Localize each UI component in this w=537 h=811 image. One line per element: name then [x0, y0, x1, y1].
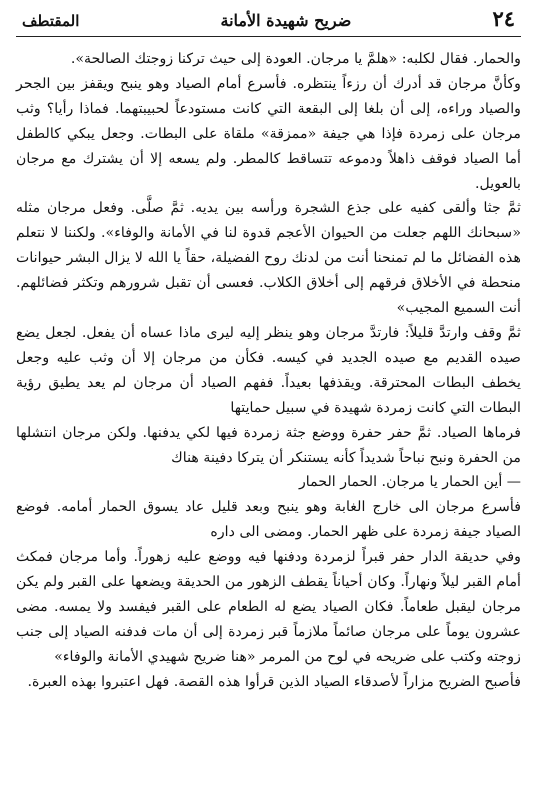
running-title: ضريح شهيدة الأمانة: [220, 11, 352, 30]
article-body: [16, 47, 521, 695]
paragraph-1: والحمار. فقال لكلبه: «هلمَّ يا مرجان. العودة إلى حيث تركنا زوجتك الصالحة».: [70, 51, 521, 67]
magazine-name: المقتطف: [22, 12, 80, 30]
paragraph-8: وفي حديقة الدار حفر قبراً لزمردة ودفنها فيه ووضع عليه زهوراً. وأما مرجان فمكث أمام القبر ليلاً ونهاراً. وكان أحياناً يقطف الزهور من الحديقة ويضعها على القبر ولم يكن مرجان ليقبل طعاماً. فكان الصياد يضع له الطعام على القبر فيفسد ولا يمسه. مضى عشرون يوماً على مرجان صائماً ملازماً قبر زمردة إلى أن مات فدفنه الصياد إلى جنب زوجته وكتب على ضريحه في لوح من المرمر «هنا ضريح شهيدي الأمانة والوفاء»: [16, 549, 521, 665]
paragraph-2: وكأنَّ مرجان قد أدرك أن رزءاً ينتظره. فأسرع أمام الصياد وهو ينبح ويقفز بين الجحر والصياد وراءه، إلى أن بلغا إلى البقعة التي كانت مستودعاً لحبيبتهما. فماذا رأيا؟ وثب مرجان على زمردة فإذا هي جيفة «ممزقة» ملقاة على البطات. وجعل يبكي كالطفل أما الصياد فوقف ذاهلاً ودموعه تتساقط كالمطر. ولم يسعه إلا أن يشترك مع مرجان بالعويل.: [16, 75, 521, 192]
paragraph-5: فرماها الصياد. ثمَّ حفر حفرة ووضع جثة زمردة فيها لكي يدفنها. ولكن مرجان انتشلها من الحفرة ونبح نباحاً شديداً كأنه يستنكر أن يتركا دفينة هناك: [16, 424, 521, 466]
paragraph-9: فأصبح الضريح مزاراً لأصدقاء الصياد الذين قرأوا هذه القصة. فهل اعتبروا بهذه العبرة.: [27, 673, 521, 690]
page-header: [16, 6, 521, 37]
paragraph-6-dialogue: — أين الحمار يا مرجان. الحمار الحمار: [298, 474, 521, 491]
page-number: ٢٤: [492, 6, 515, 31]
paragraph-3: ثمَّ جثا وألقى كفيه على جذع الشجرة ورأسه بين يديه. ثمَّ صلَّى. وفعل مرجان مثله «سبحانك اللهم جعلت من الحيوان الأعجم قدوة لنا في الأمانة والوفاء». ولكننا لا نتعلم هذه الفضائل ما لم تمنحنا أنت من لدنك روح الفضيلة، حقاً يا الله لا يزال البشر حيوانات منحطة في الأخلاق فرقهم إلى أخلاق الكلاب. فعسى أن تقبل شرورهم وتكثر فضائلهم. أنت السميع المجيب»: [16, 200, 521, 317]
paragraph-7: فأسرع مرجان الى خارج الغابة وهو ينبح وبعد قليل عاد يسوق الحمار أمامه. فوضع الصياد جيفة زمردة على ظهر الحمار. ومضى الى داره: [16, 499, 521, 541]
paragraph-4: ثمَّ وقف وارتدَّ قليلاً: فارتدَّ مرجان وهو ينظر إليه ليرى ماذا عساه أن يفعل. لجعل يضع صيده القديم مع صيده الجديد في كيسه. فكأن من مرجان إلا أن وثب عليه وجعل يخطف البطات المحترقة. ويقذفها بعيداً. ففهم الصياد أن مرجان لم يعد يطيق رؤية البطات التي كانت زمردة شهيدة في سبيل حمايتها: [16, 324, 521, 416]
